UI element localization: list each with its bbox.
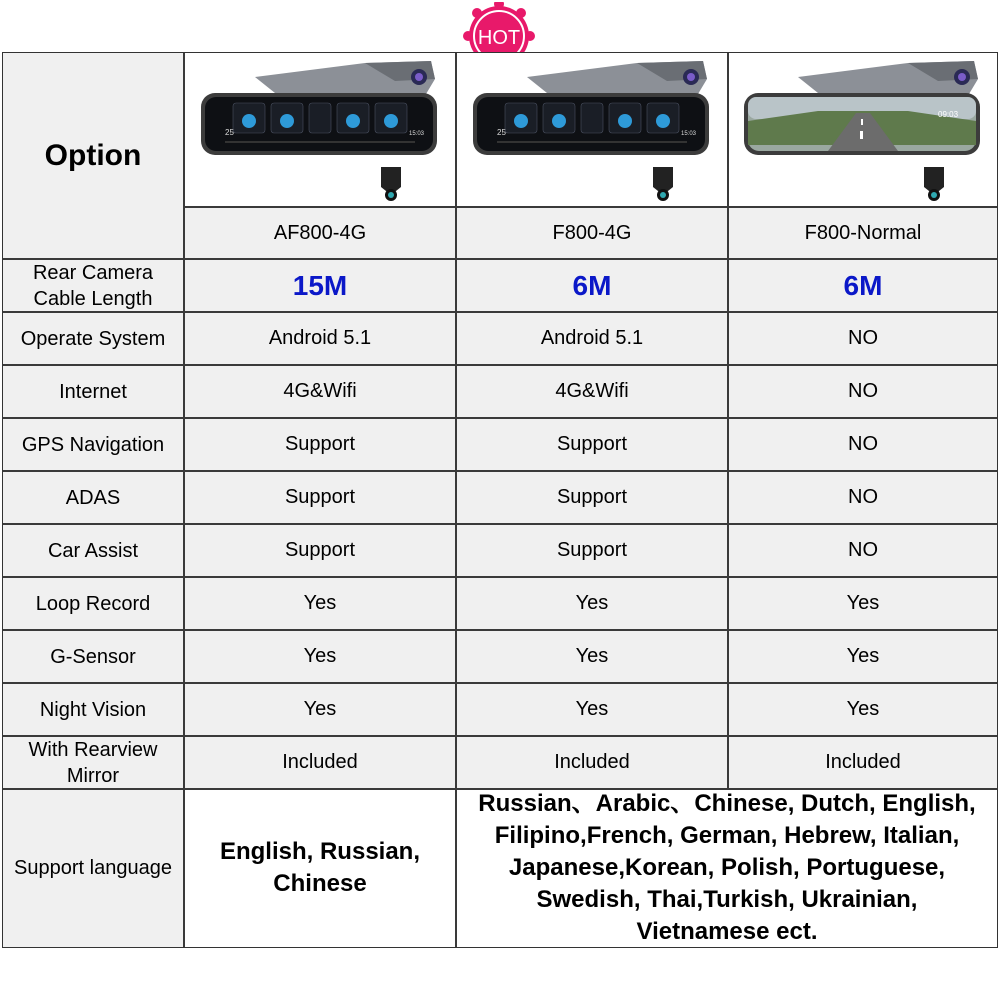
grid-line [3,311,997,313]
option-header-cell [3,53,183,258]
row-label [3,419,183,470]
row-label [3,578,183,629]
row-value-cell [457,260,727,311]
row-label [3,737,183,788]
row-value: 6M [572,269,612,301]
row-value-cell [457,472,727,523]
product-image-af800 [185,53,455,206]
grid-line [183,206,997,208]
row-value: Yes [846,698,880,720]
row-value: NO [848,433,878,455]
grid-line [3,735,997,737]
row-value-cell [185,631,455,682]
svg-text:15:03: 15:03 [409,130,425,137]
row-label [3,313,183,364]
row-value-cell [729,631,997,682]
support-language-af800: English, Russian, Chinese [185,789,455,947]
row-value-cell [729,260,997,311]
row-label [3,684,183,735]
row-value: Included [282,751,358,773]
row-value: Yes [575,698,609,720]
row-value: Support [556,486,628,508]
svg-text:15:03: 15:03 [681,130,697,137]
grid-line [183,53,185,947]
row-value: Included [825,751,901,773]
product-image-f800-4g [457,53,727,206]
row-value: Yes [846,645,880,667]
row-value: Support [556,433,628,455]
row-value: Support [284,433,356,455]
option-label: Option [44,138,142,172]
row-value: Yes [303,592,337,614]
row-label-text: With Rearview Mirror [28,738,158,787]
mirror-camera-image [738,55,988,205]
row-value: Yes [575,592,609,614]
row-value: Yes [303,698,337,720]
row-value: Support [556,539,628,561]
row-value-cell [729,578,997,629]
row-value: NO [848,486,878,508]
row-label-text: Night Vision [39,698,147,721]
row-value: 4G&Wifi [555,380,629,402]
product-name-f800-normal: F800-Normal [729,208,997,258]
row-value-cell [729,525,997,576]
row-value-cell [185,313,455,364]
svg-text:09:03: 09:03 [938,109,959,119]
row-value: 4G&Wifi [283,380,357,402]
row-value-cell [457,631,727,682]
row-label [3,366,183,417]
mirror-android-image [195,55,445,205]
row-value-cell [185,578,455,629]
product-name-f800-4g: F800-4G [457,208,727,258]
row-label-support-language: Support language [3,789,183,947]
row-value: NO [848,327,878,349]
row-value: Android 5.1 [540,327,644,349]
row-value: Yes [303,645,337,667]
grid-line [3,417,997,419]
row-value: 6M [843,269,883,301]
row-label-text: Operate System [20,327,166,350]
row-value-cell [729,472,997,523]
row-value-cell [457,366,727,417]
product-name-af800: AF800-4G [185,208,455,258]
mirror-android-image [467,55,717,205]
row-value: 15M [292,269,348,301]
row-label-text: G-Sensor [50,645,136,668]
grid-line [3,629,997,631]
row-label-text: Loop Record [35,592,151,615]
product-image-f800-normal [729,53,997,206]
row-value-cell [185,525,455,576]
hot-badge-text: HOT [477,27,521,49]
row-label-text: Rear Camera Cable Length [32,261,154,310]
row-value-cell [185,737,455,788]
row-value: Yes [575,645,609,667]
row-label [3,260,183,311]
row-value-cell [457,525,727,576]
row-value: Support [284,486,356,508]
grid-line [3,682,997,684]
grid-line [455,53,457,947]
row-value: Support [284,539,356,561]
row-value-cell [185,419,455,470]
grid-line [3,576,997,578]
row-value-cell [457,737,727,788]
row-value-cell [729,737,997,788]
svg-text:25: 25 [497,127,506,137]
row-value-cell [185,366,455,417]
row-value-cell [457,419,727,470]
row-value: Android 5.1 [268,327,372,349]
row-value: Yes [846,592,880,614]
row-value-cell [457,313,727,364]
svg-text:25: 25 [225,127,234,137]
row-value-cell [729,419,997,470]
row-value-cell [457,684,727,735]
comparison-table [2,52,998,948]
grid-line [3,470,997,472]
row-value-cell [457,578,727,629]
row-value-cell [729,684,997,735]
row-value-cell [729,366,997,417]
grid-line [3,788,997,790]
grid-line [3,364,997,366]
row-label [3,525,183,576]
row-label-text: Car Assist [47,539,139,562]
row-value: NO [848,539,878,561]
row-value-cell [185,684,455,735]
row-label [3,631,183,682]
row-value-cell [185,260,455,311]
grid-line [727,53,729,789]
support-language-f800: Russian、Arabic、Chinese, Dutch, English, Filipino,French, German, Hebrew, Italian, Japanese,Korean, Polish, Portuguese, Swedish, Thai,Turkish, Ukrainian, Vietnamese ect. [457,789,997,947]
row-value-cell [729,313,997,364]
grid-line [3,523,997,525]
row-value-cell [185,472,455,523]
row-label-text: ADAS [65,486,121,509]
row-label-text: GPS Navigation [21,433,165,456]
row-label [3,472,183,523]
row-value: Included [554,751,630,773]
row-label-text: Internet [59,380,127,403]
row-value: NO [848,380,878,402]
